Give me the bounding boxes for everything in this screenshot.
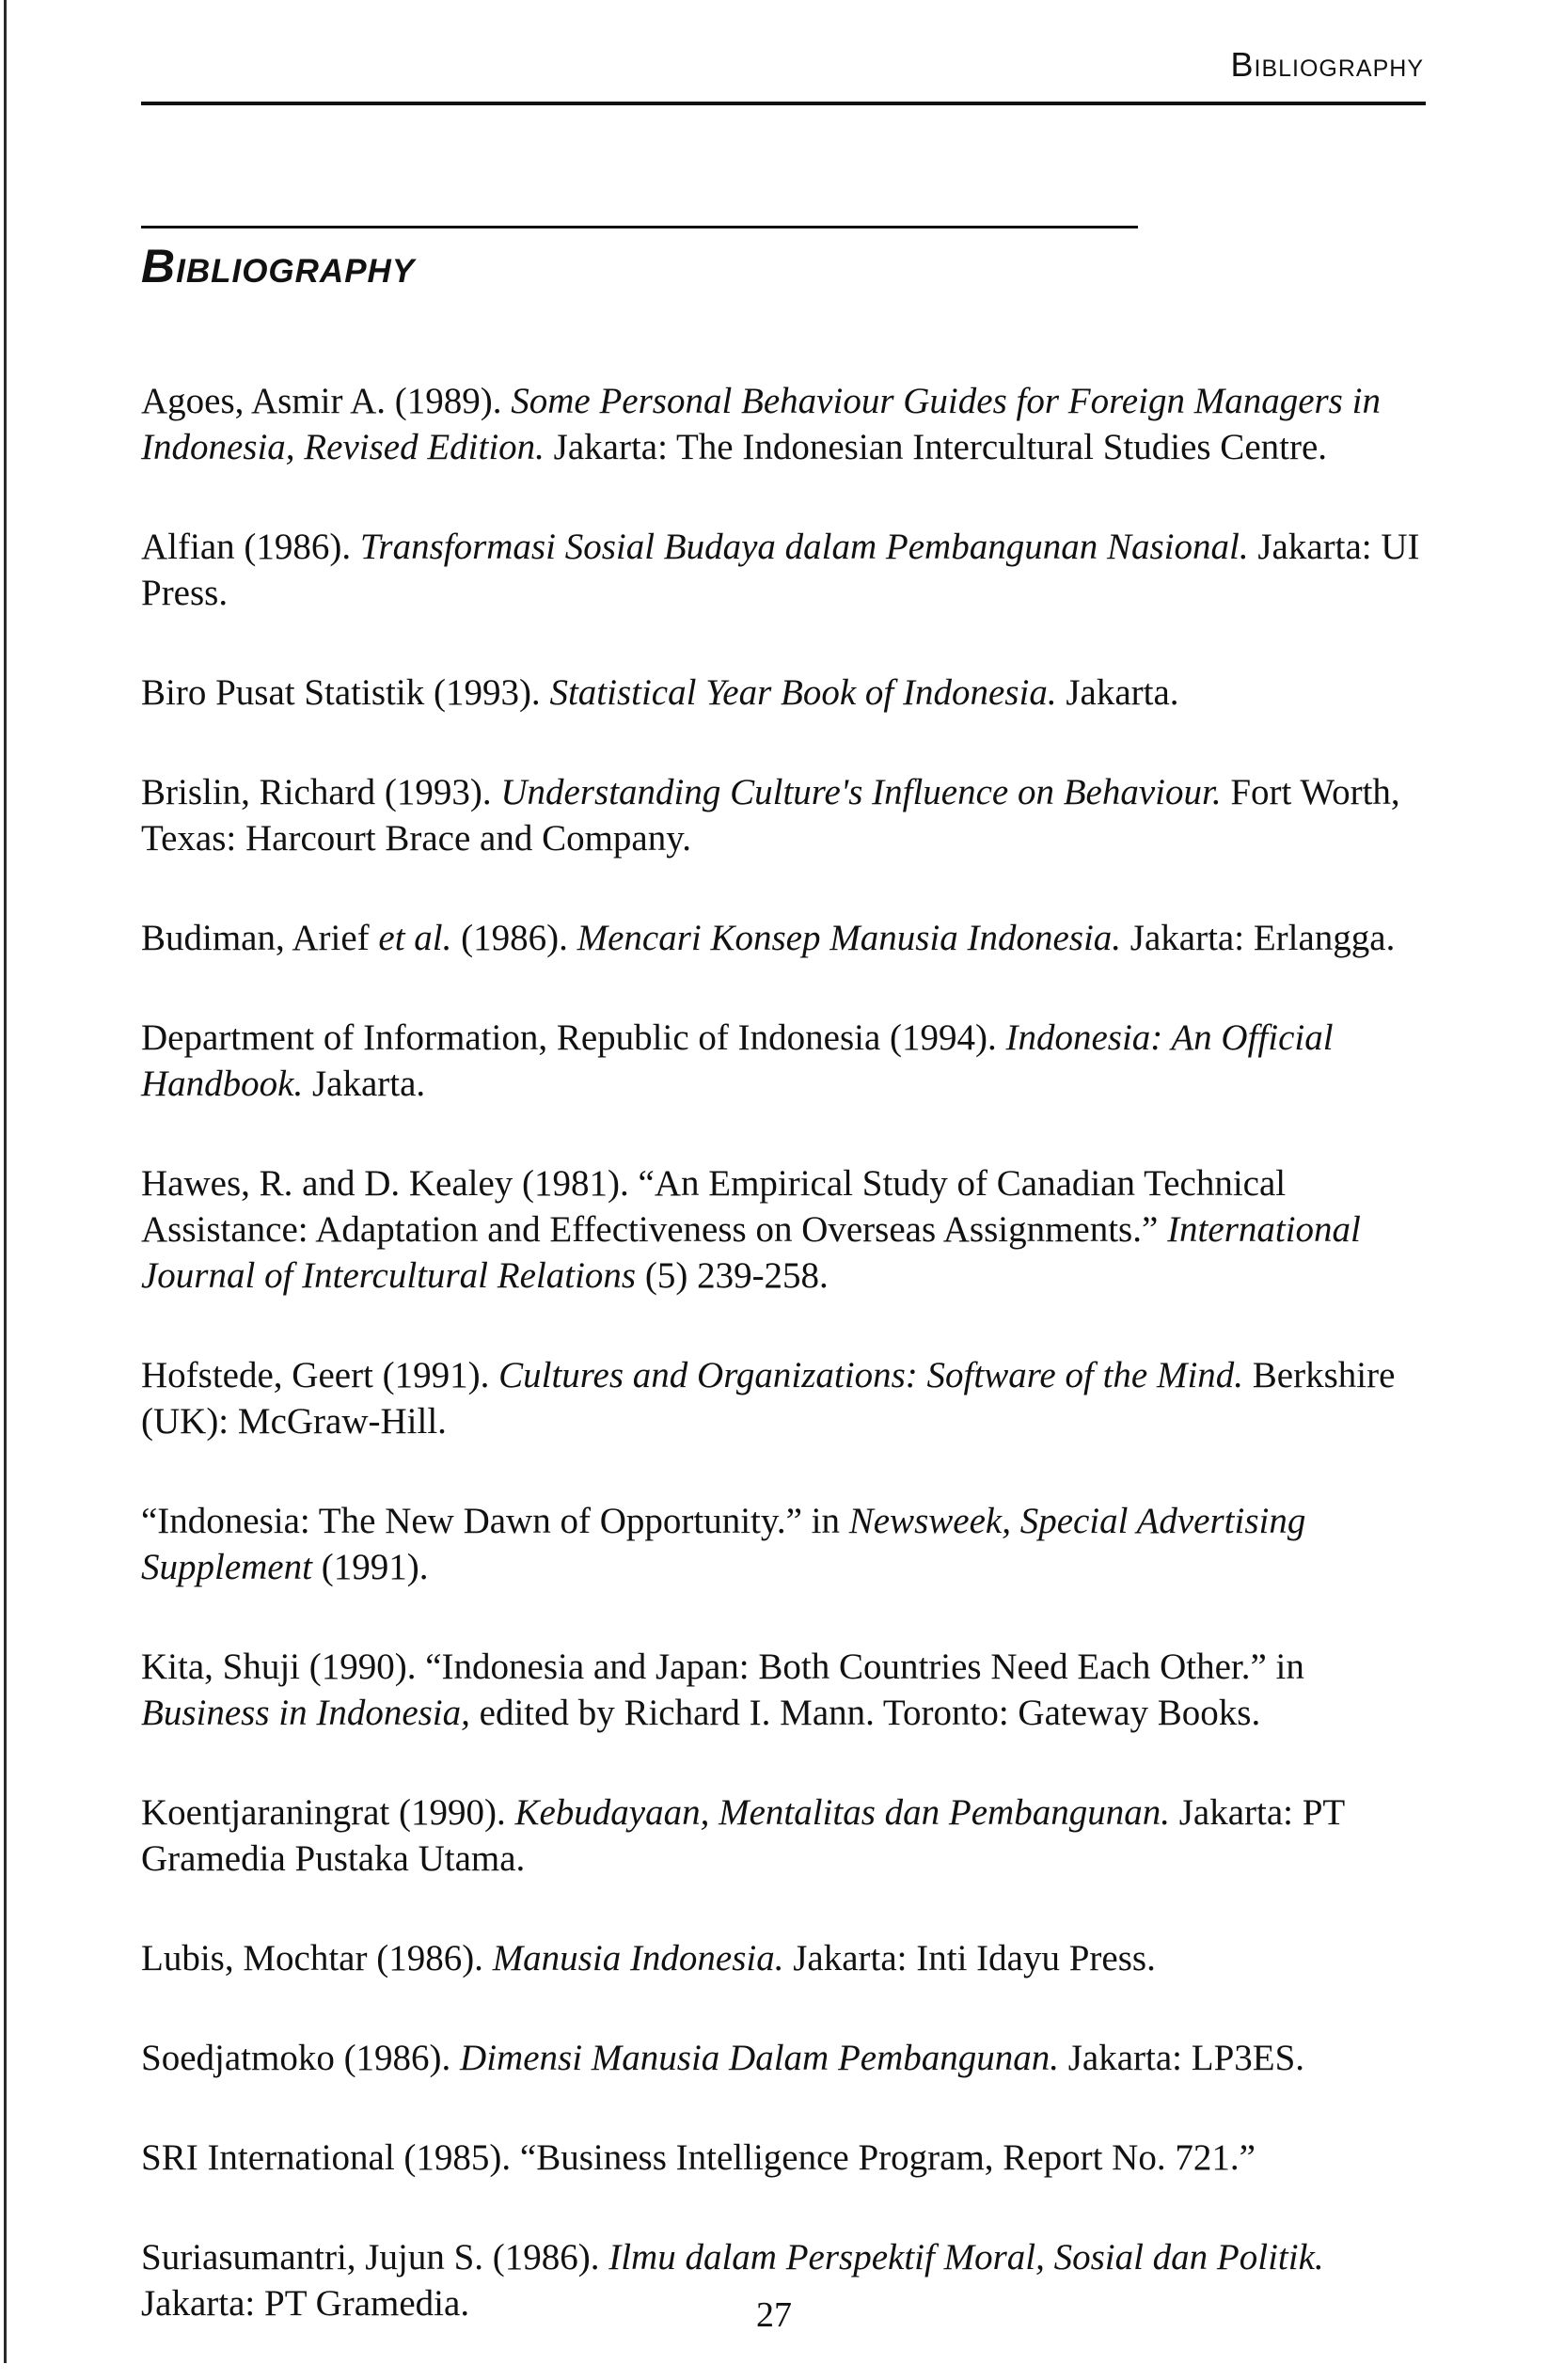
bibliography-entry — [141, 1498, 1439, 1590]
entry-text: Suriasumantri, Jujun S. (1986). — [141, 2237, 609, 2278]
entry-text: Jakarta: Erlangga. — [1121, 918, 1396, 958]
bibliography-entry — [141, 1352, 1439, 1444]
entry-text: Jakarta: Inti Idayu Press. — [783, 1938, 1156, 1978]
entry-text: (1986). — [451, 918, 577, 958]
entry-text: Lubis, Mochtar (1986). — [141, 1938, 493, 1978]
entry-text: Jakarta. — [303, 1064, 426, 1104]
entry-text: Berkshire (UK): McGraw-Hill. — [141, 1355, 1396, 1442]
bibliography-entry — [141, 1015, 1439, 1107]
page-edge — [4, 0, 7, 2363]
entry-text: Budiman, Arief — [141, 918, 379, 958]
entry-title: Indonesia: An Official Handbook. — [141, 1017, 1334, 1104]
bibliography-entry — [141, 1644, 1439, 1736]
bibliography-list — [141, 378, 1439, 2380]
bibliography-entry — [141, 1935, 1439, 1981]
bibliography-entry — [141, 915, 1439, 961]
running-head: Bibliography — [1230, 45, 1424, 84]
bibliography-entry — [141, 2135, 1439, 2181]
entry-title: Statistical Year Book of Indonesia. — [549, 672, 1057, 713]
entry-text: edited by Richard I. Mann. Toronto: Gateway Books. — [469, 1693, 1261, 1733]
entry-text: Brislin, Richard (1993). — [141, 772, 501, 812]
title-rule — [141, 226, 1138, 229]
bibliography-entry — [141, 2035, 1439, 2081]
entry-text: Jakarta: PT Gramedia. — [141, 2283, 470, 2324]
entry-text: Soedjatmoko (1986). — [141, 2038, 461, 2078]
entry-title: Newsweek, Special Advertising Supplement — [141, 1501, 1306, 1587]
entry-text: Jakarta: PT Gramedia Pustaka Utama. — [141, 1792, 1345, 1879]
section-title: Bibliography — [141, 240, 416, 292]
bibliography-entry — [141, 378, 1439, 470]
entry-title: International Journal of Intercultural Relations — [141, 1209, 1361, 1296]
entry-text: Department of Information, Republic of Indonesia (1994). — [141, 1017, 1006, 1058]
entry-text: Biro Pusat Statistik (1993). — [141, 672, 550, 713]
entry-text: Alfian (1986). — [141, 527, 360, 567]
entry-title: et al. — [378, 918, 452, 958]
entry-text: Jakarta: The Indonesian Intercultural Studies Centre. — [544, 427, 1328, 467]
entry-text: Fort Worth, Texas: Harcourt Brace and Company. — [141, 772, 1400, 859]
bibliography-entry — [141, 670, 1439, 716]
bibliography-entry — [141, 524, 1439, 616]
entry-text: Hofstede, Geert (1991). — [141, 1355, 499, 1395]
entry-title: Ilmu dalam Perspektif Moral, Sosial dan Politik. — [608, 2237, 1324, 2278]
entry-text: Koentjaraningrat (1990). — [141, 1792, 515, 1833]
entry-title: Manusia Indonesia. — [492, 1938, 784, 1978]
bibliography-entry — [141, 769, 1439, 861]
entry-title: Mencari Konsep Manusia Indonesia. — [577, 918, 1122, 958]
entry-title: Kebudayaan, Mentalitas dan Pembangunan. — [514, 1792, 1170, 1833]
header-rule — [141, 102, 1426, 105]
entry-text: Agoes, Asmir A. (1989). — [141, 381, 512, 421]
bibliography-entry — [141, 1789, 1439, 1882]
entry-title: Business in Indonesia, — [141, 1693, 470, 1733]
page-number: 27 — [756, 2295, 792, 2335]
entry-text: Kita, Shuji (1990). “Indonesia and Japan: Both Countries Need Each Other.” in — [141, 1647, 1304, 1687]
entry-text: Hawes, R. and D. Kealey (1981). “An Empirical Study of Canadian Technical Assistance: Adaptation and Effectiveness on Overseas Assignments.” — [141, 1163, 1287, 1250]
entry-text: SRI International (1985). “Business Intelligence Program, Report No. 721.” — [141, 2137, 1256, 2178]
entry-title: Some Personal Behaviour Guides for Foreign Managers in Indonesia, Revised Edition. — [141, 381, 1381, 467]
entry-title: Understanding Culture's Influence on Behaviour. — [500, 772, 1222, 812]
entry-title: Dimensi Manusia Dalam Pembangunan. — [460, 2038, 1059, 2078]
entry-text: Jakarta: LP3ES. — [1059, 2038, 1305, 2078]
entry-text: Jakarta. — [1056, 672, 1179, 713]
bibliography-entry — [141, 1160, 1439, 1299]
entry-title: Cultures and Organizations: Software of the Mind. — [498, 1355, 1244, 1395]
entry-text: (1991). — [311, 1547, 429, 1587]
entry-text: “Indonesia: The New Dawn of Opportunity.” in — [141, 1501, 849, 1541]
entry-text: Jakarta: UI Press. — [141, 527, 1420, 613]
entry-title: Transformasi Sosial Budaya dalam Pembangunan Nasional. — [359, 527, 1249, 567]
entry-text: (5) 239-258. — [636, 1255, 829, 1296]
